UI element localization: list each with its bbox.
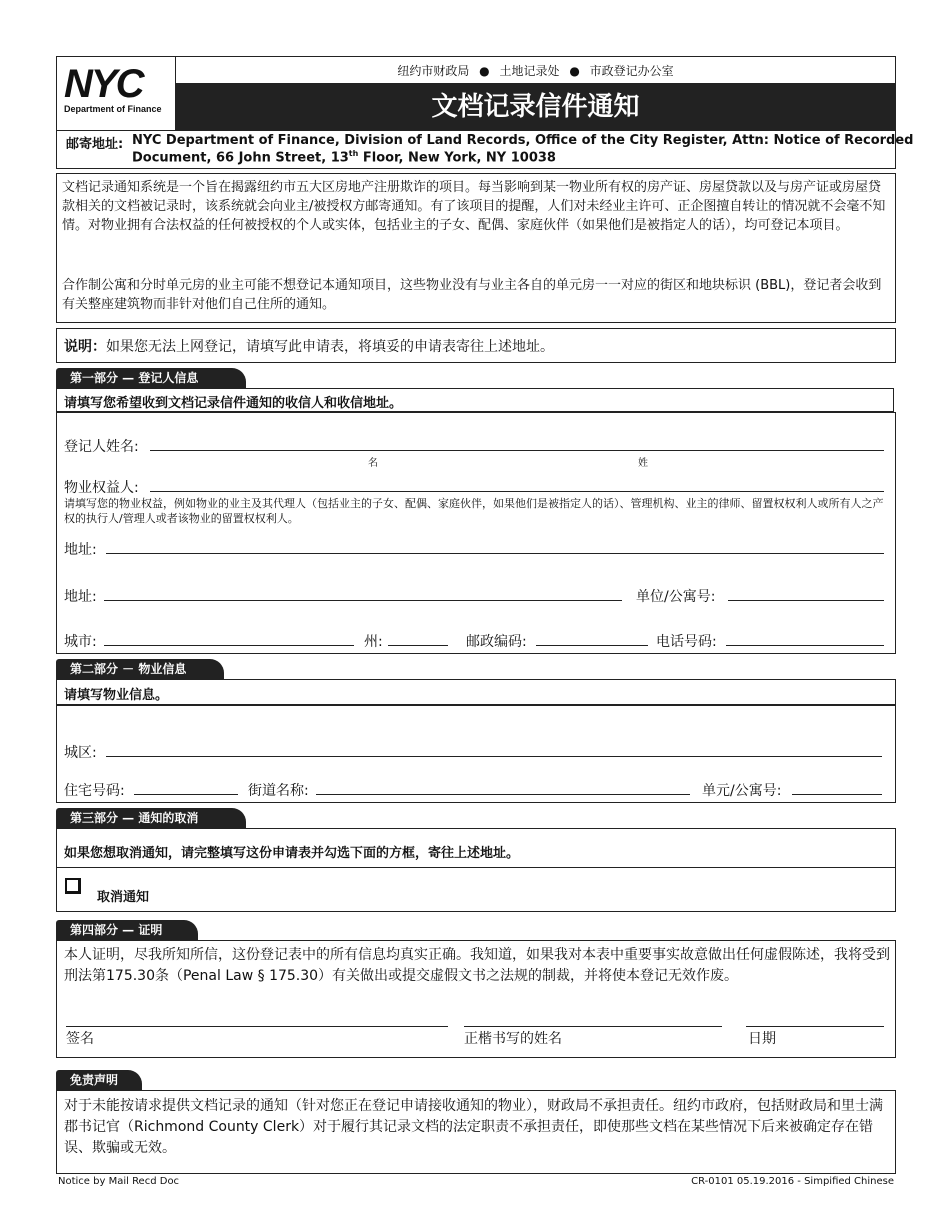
page-title: 文档记录信件通知 bbox=[431, 92, 640, 122]
section4-tab: 第四部分 — 证明 bbox=[56, 920, 198, 940]
nyc-logo bbox=[64, 62, 169, 118]
date-label: 日期 bbox=[748, 1031, 776, 1047]
state-label: 州: bbox=[364, 634, 383, 650]
footer-form-code: CR-0101 05.19.2016 - Simpified Chinese bbox=[691, 1176, 894, 1187]
house-number-label: 住宅号码: bbox=[64, 783, 125, 799]
section3-tab: 第三部分 — 通知的取消 bbox=[56, 808, 246, 828]
phone-label: 电话号码: bbox=[656, 634, 717, 650]
cancel-checkbox[interactable] bbox=[65, 878, 81, 894]
house-number-field[interactable] bbox=[134, 794, 238, 795]
unit-label: 单位/公寓号: bbox=[636, 589, 716, 605]
address2-field[interactable] bbox=[104, 600, 622, 601]
street-name-label: 街道名称: bbox=[248, 783, 309, 799]
disclaimer-tab: 免责声明 bbox=[56, 1070, 142, 1090]
interest-note: 请填写您的物业权益，例如物业的业主及其代理人（包括业主的子女、配偶、家庭伙伴，如果他们是被指定人的话）、管理机构、业主的律师、留置权权利人或所有人之产权的执行人/管理人或者该物业的留置权权利人。 bbox=[64, 497, 884, 525]
section1-header: 请填写您希望收到文档记录信件通知的收信人和收信地址。 bbox=[64, 396, 403, 411]
footer-form-name: Notice by Mail Recd Doc bbox=[58, 1176, 180, 1187]
mailing-label: 邮寄地址: bbox=[66, 137, 124, 152]
instructions-label: 说明： bbox=[64, 339, 106, 355]
city-label: 城市: bbox=[64, 634, 97, 650]
last-name-caption: 姓 bbox=[638, 458, 648, 469]
registrant-name-field[interactable] bbox=[150, 450, 884, 451]
section2-header: 请填写物业信息。 bbox=[64, 688, 169, 703]
phone-field[interactable] bbox=[726, 645, 884, 646]
certification-text: 本人证明，尽我所知所信，这份登记表中的所有信息均真实正确。我知道，如果我对本表中重要事实故意做出任何虚假陈述，我将受到刑法第175.30条（Penal Law § 175.30）有关做出或提交虚假文书之法规的制裁，并将使本登记无效作废。 bbox=[64, 947, 890, 984]
logo-text: NYC bbox=[64, 62, 143, 106]
cancel-checkbox-label: 取消通知 bbox=[97, 890, 150, 905]
agency-finance: 纽约市财政局 bbox=[397, 64, 470, 78]
apt-label: 单元/公寓号: bbox=[702, 783, 782, 799]
section2-header-box bbox=[56, 679, 896, 705]
intro-paragraph-1: 文档记录通知系统是一个旨在揭露纽约市五大区房地产注册欺诈的项目。每当影响到某一物业所有权的房产证、房屋贷款以及与房产证或房屋贷款相关的文档被记录时，该系统就会向业主/被授权方邮寄通知。有了该项目的提醒，人们对未经业主许可、正企图擅自转让的情况就不会毫不知情。对物业拥有合法权益的任何被授权的个人或实体，包括业主的子女、配偶、家庭伙伴（如果他们是被指定人的话），均可登记本项目。 bbox=[62, 180, 886, 233]
address2-label: 地址: bbox=[64, 589, 97, 605]
print-name-field[interactable] bbox=[464, 1026, 722, 1027]
address-field[interactable] bbox=[106, 553, 884, 554]
city-field[interactable] bbox=[104, 645, 354, 646]
mailing-line2 bbox=[132, 149, 556, 165]
state-field[interactable] bbox=[388, 645, 448, 646]
mailing-line2-a: Document, 66 John Street, 13 bbox=[132, 150, 349, 166]
interest-label: 物业权益人: bbox=[64, 480, 139, 496]
zip-field[interactable] bbox=[536, 645, 648, 646]
logo-subtext: Department of Finance bbox=[64, 104, 162, 114]
date-field[interactable] bbox=[746, 1026, 884, 1027]
bullet-icon: ● bbox=[479, 64, 490, 78]
instructions-text: 如果您无法上网登记，请填写此申请表，将填妥的申请表寄往上述地址。 bbox=[106, 339, 554, 355]
disclaimer-text: 对于未能按请求提供文档记录的通知（针对您正在登记申请接收通知的物业），财政局不承担责任。纽约市政府，包括财政局和里士满郡书记官（Richmond County Clerk）对于履行其记录文档的法定职责不承担责任，即使那些文档在某些情况下后来被确定存在错误、欺骗或无效。 bbox=[64, 1098, 883, 1156]
mailing-line1: NYC Department of Finance, Division of Land Records, Office of the City Register, Attn: Notice of Recorded bbox=[132, 133, 914, 148]
interest-field[interactable] bbox=[150, 491, 884, 492]
bullet-icon: ● bbox=[569, 64, 580, 78]
instructions bbox=[64, 336, 554, 356]
street-name-field[interactable] bbox=[316, 794, 690, 795]
agency-line bbox=[176, 62, 895, 79]
unit-field[interactable] bbox=[728, 600, 884, 601]
signature-field[interactable] bbox=[66, 1026, 448, 1027]
section2-tab: 第二部分 － 物业信息 bbox=[56, 659, 224, 679]
agency-land-records: 土地记录处 bbox=[499, 64, 560, 78]
agency-city-register: 市政登记办公室 bbox=[589, 64, 674, 78]
borough-label: 城区: bbox=[64, 745, 97, 761]
signature-label: 签名 bbox=[66, 1031, 94, 1047]
section3-header: 如果您想取消通知，请完整填写这份申请表并勾选下面的方框，寄往上述地址。 bbox=[64, 846, 520, 861]
section3-body bbox=[56, 867, 896, 912]
apt-field[interactable] bbox=[792, 794, 882, 795]
mailing-line2-sup: th bbox=[348, 149, 359, 158]
address-label: 地址: bbox=[64, 542, 97, 558]
print-name-label: 正楷书写的姓名 bbox=[464, 1031, 562, 1047]
first-name-caption: 名 bbox=[368, 458, 378, 469]
intro-paragraph-2: 合作制公寓和分时单元房的业主可能不想登记本通知项目，这些物业没有与业主各自的单元房一一对应的街区和地块标识 (BBL)，登记者会收到有关整座建筑物而非针对他们自己住所的通知。 bbox=[62, 278, 882, 312]
section1-tab: 第一部分 — 登记人信息 bbox=[56, 368, 246, 388]
zip-label: 邮政编码: bbox=[466, 634, 527, 650]
borough-field[interactable] bbox=[106, 756, 882, 757]
section1-body bbox=[56, 412, 896, 654]
registrant-name-label: 登记人姓名: bbox=[64, 439, 139, 455]
mailing-line2-b: Floor, New York, NY 10038 bbox=[358, 150, 556, 166]
